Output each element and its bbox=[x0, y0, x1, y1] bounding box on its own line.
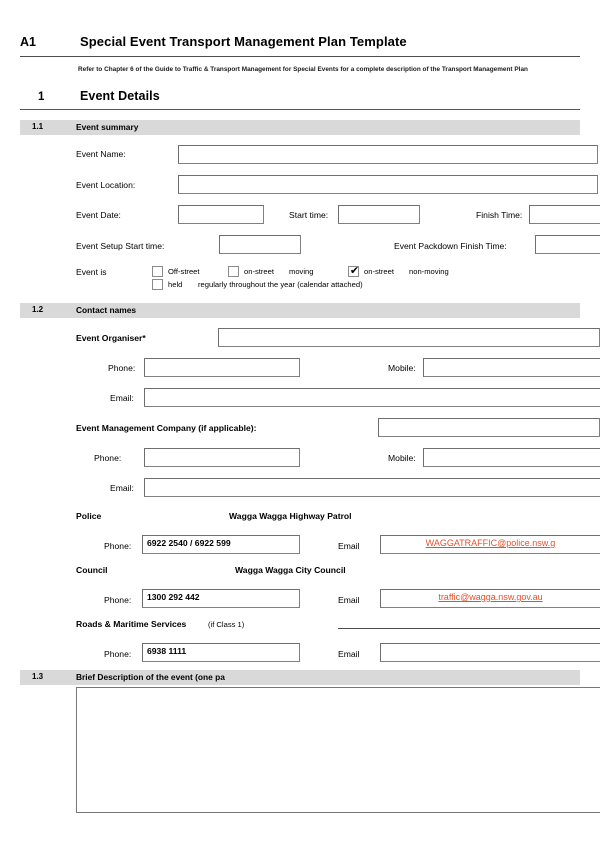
rms-email-input[interactable] bbox=[380, 643, 600, 662]
event-name-input[interactable] bbox=[178, 145, 598, 164]
section-1-2-title: Contact names bbox=[76, 305, 137, 315]
brief-description-textarea[interactable] bbox=[76, 687, 600, 813]
checkbox-off-street-label: Off-street bbox=[168, 267, 200, 276]
event-name-label: Event Name: bbox=[76, 149, 126, 159]
council-phone-label: Phone: bbox=[104, 595, 132, 605]
packdown-finish-input[interactable] bbox=[535, 235, 600, 254]
council-email-label: Email bbox=[338, 595, 360, 605]
management-company-mobile-input[interactable] bbox=[423, 448, 600, 467]
council-organisation-value: Wagga Wagga City Council bbox=[235, 565, 346, 575]
checkbox-non-moving-label: non-moving bbox=[409, 267, 449, 276]
section-1-2-number: 1.2 bbox=[32, 305, 44, 314]
council-email-input[interactable] bbox=[380, 589, 600, 608]
section-1-1-number: 1.1 bbox=[32, 122, 44, 131]
organiser-mobile-label: Mobile: bbox=[388, 363, 416, 373]
start-time-label: Start time: bbox=[289, 210, 329, 220]
police-email-label: Email bbox=[338, 541, 360, 551]
police-email-input[interactable] bbox=[380, 535, 600, 554]
council-phone-input[interactable]: 1300 292 442 bbox=[142, 589, 300, 608]
event-date-input[interactable] bbox=[178, 205, 264, 224]
document-title-row bbox=[20, 34, 580, 57]
page-title: Special Event Transport Management Plan Template bbox=[80, 34, 407, 49]
section-heading-1-2 bbox=[20, 303, 580, 318]
police-organisation-value: Wagga Wagga Highway Patrol bbox=[229, 511, 352, 521]
police-email-value: WAGGATRAFFIC@police.nsw.g bbox=[425, 538, 556, 548]
checkbox-on-street-moving[interactable] bbox=[228, 266, 239, 277]
checkbox-held-regularly-label: regularly throughout the year (calendar attached) bbox=[198, 280, 363, 289]
packdown-finish-label: Event Packdown Finish Time: bbox=[394, 241, 507, 251]
police-label: Police bbox=[76, 511, 102, 521]
checkbox-held-label: held bbox=[168, 280, 183, 289]
checkbox-held-regularly[interactable] bbox=[152, 279, 163, 290]
section-heading-1-1 bbox=[20, 120, 580, 135]
management-company-email-input[interactable] bbox=[144, 478, 600, 497]
rms-label-suffix: (if Class 1) bbox=[208, 620, 245, 629]
setup-start-input[interactable] bbox=[219, 235, 301, 254]
section-1-title: Event Details bbox=[80, 89, 160, 103]
checkbox-on-street-moving-label: on-street bbox=[244, 267, 274, 276]
police-phone-label: Phone: bbox=[104, 541, 132, 551]
document-reference: A1 bbox=[20, 35, 36, 49]
finish-time-label: Finish Time: bbox=[476, 210, 523, 220]
setup-start-label: Event Setup Start time: bbox=[76, 241, 165, 251]
police-phone-input[interactable]: 6922 2540 / 6922 599 bbox=[142, 535, 300, 554]
event-location-label: Event Location: bbox=[76, 180, 136, 190]
management-company-phone-input[interactable] bbox=[144, 448, 300, 467]
rms-label: Roads & Maritime Services bbox=[76, 619, 187, 629]
start-time-input[interactable] bbox=[338, 205, 420, 224]
rms-email-label: Email bbox=[338, 649, 360, 659]
document-note: Refer to Chapter 6 of the Guide to Traffic & Transport Management for Special Events for a complete description of the Transport Management Plan bbox=[78, 66, 528, 73]
event-location-input[interactable] bbox=[178, 175, 598, 194]
event-is-label: Event is bbox=[76, 267, 107, 277]
rms-phone-input[interactable]: 6938 1111 bbox=[142, 643, 300, 662]
organiser-email-input[interactable] bbox=[144, 388, 600, 407]
management-company-phone-label: Phone: bbox=[94, 453, 122, 463]
management-company-email-label: Email: bbox=[110, 483, 134, 493]
finish-time-input[interactable] bbox=[529, 205, 600, 224]
organiser-phone-label: Phone: bbox=[108, 363, 136, 373]
organiser-phone-input[interactable] bbox=[144, 358, 300, 377]
council-email-value: traffic@wagga.nsw.gov.au bbox=[438, 592, 543, 602]
section-1-3-title: Brief Description of the event (one pa bbox=[76, 672, 225, 682]
management-company-name-input[interactable] bbox=[378, 418, 600, 437]
checkmark-icon: ✔ bbox=[349, 264, 360, 277]
organiser-name-input[interactable] bbox=[218, 328, 600, 347]
checkbox-on-street-non-moving-label: on-street bbox=[364, 267, 394, 276]
section-1-3-number: 1.3 bbox=[32, 672, 44, 681]
rms-phone-label: Phone: bbox=[104, 649, 132, 659]
checkbox-off-street[interactable] bbox=[152, 266, 163, 277]
organiser-email-label: Email: bbox=[110, 393, 134, 403]
section-1-number: 1 bbox=[38, 91, 45, 103]
section-heading-1 bbox=[20, 88, 580, 110]
section-heading-1-3 bbox=[20, 670, 580, 685]
section-1-1-title: Event summary bbox=[76, 122, 139, 132]
organiser-label: Event Organiser* bbox=[76, 333, 146, 343]
council-label: Council bbox=[76, 565, 108, 575]
checkbox-moving-label: moving bbox=[289, 267, 314, 276]
checkbox-on-street-non-moving[interactable] bbox=[348, 266, 359, 277]
event-date-label: Event Date: bbox=[76, 210, 121, 220]
organiser-mobile-input[interactable] bbox=[423, 358, 600, 377]
management-company-mobile-label: Mobile: bbox=[388, 453, 416, 463]
management-company-label: Event Management Company (if applicable): bbox=[76, 423, 257, 433]
rms-organisation-input[interactable] bbox=[338, 614, 600, 629]
